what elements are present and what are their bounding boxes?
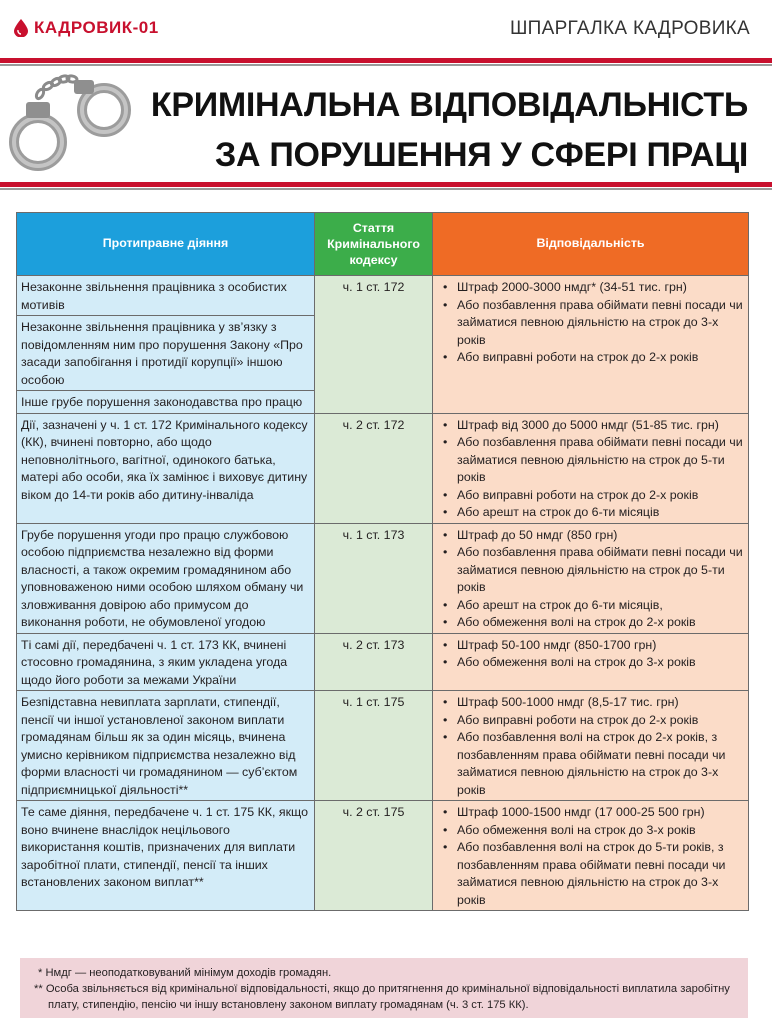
liability-item: • Або арешт на строк до 6-ти місяців, [443, 597, 744, 615]
page-title-line-1: КРИМІНАЛЬНА ВІДПОВІДАЛЬНІСТЬ [150, 86, 748, 124]
liability-item: • Або обмеження волі на строк до 2-х років [443, 614, 744, 632]
table-row [17, 413, 749, 523]
liability-item: • Штраф 2000-3000 нмдг* (34-51 тис. грн) [443, 279, 744, 297]
liability-cell [433, 633, 749, 691]
liability-cell [433, 691, 749, 801]
liability-cell [433, 801, 749, 911]
page-title-line-2: ЗА ПОРУШЕННЯ У СФЕРІ ПРАЦІ [215, 136, 748, 174]
top-right-caption: ШПАРГАЛКА КАДРОВИКА [509, 18, 750, 39]
liability-item: • Або обмеження волі на строк до 3-х років [443, 822, 744, 840]
footnote-1: * Нмдг — неоподатковуваний мінімум доходів громадян. [38, 967, 332, 979]
liability-item: • Або виправні роботи на строк до 2-х років [443, 349, 744, 367]
title-area [0, 66, 772, 182]
handcuffs-icon [8, 72, 136, 178]
logo [14, 18, 159, 38]
liability-cell [433, 276, 749, 414]
table-row [17, 633, 749, 691]
liability-item: • Штраф 1000-1500 нмдг (17 000-25 500 грн) [443, 804, 744, 822]
article-cell: ч. 1 ст. 172 [315, 276, 433, 414]
liability-item: • Штраф 50-100 нмдг (850-1700 грн) [443, 637, 744, 655]
article-cell: ч. 1 ст. 175 [315, 691, 433, 801]
act-cell: Інше грубе порушення законодавства про працю [17, 391, 315, 414]
bottom-divider-red [0, 182, 772, 187]
table-header-row [17, 213, 749, 276]
liability-item: • Або позбавлення волі на строк до 5-ти років, з позбавленням права обіймати певні посади чи займатися певною діяльністю на строк до 3-х років [443, 839, 744, 909]
act-cell: Дії, зазначені у ч. 1 ст. 172 Кримінального кодексу (КК), вчинені повторно, або щодо неповнолітнього, вагітної, одинокого батька, матері або особи, яка їх замінює і виховує дитину віком до 14-ти років або дитину-інваліда [17, 413, 315, 523]
liability-cell [433, 413, 749, 523]
article-cell: ч. 2 ст. 175 [315, 801, 433, 911]
table-row [17, 523, 749, 633]
liability-item: • Або позбавлення права обіймати певні посади чи займатися певною діяльністю на строк до 3-х років [443, 297, 744, 350]
liability-item: • Штраф від 3000 до 5000 нмдг (51-85 тис. грн) [443, 417, 744, 435]
liability-item: • Або виправні роботи на строк до 2-х років [443, 712, 744, 730]
article-cell: ч. 2 ст. 172 [315, 413, 433, 523]
footnotes-box [20, 958, 748, 1018]
header-article: Стаття Кримінального кодексу [315, 213, 433, 276]
act-cell: Безпідставна невиплата зарплати, стипендії, пенсії чи іншої установленої законом виплати громадянам більш як за один місяць, вчинена умисно керівником підприємства незалежно від форми власності чи громадянином — суб’єктом підприємницької діяльності** [17, 691, 315, 801]
article-cell: ч. 1 ст. 173 [315, 523, 433, 633]
page-header [0, 0, 772, 58]
liability-item: • Або виправні роботи на строк до 2-х років [443, 487, 744, 505]
liability-table [16, 212, 749, 911]
act-cell: Ті самі дії, передбачені ч. 1 ст. 173 КК, вчинені стосовно громадянина, з яким укладена угода щодо його роботи за межами України [17, 633, 315, 691]
act-cell: Незаконне звільнення працівника у зв’язку з повідомленням ним про порушення Закону «Про засади запобігання і протидії корупції» іншою особою [17, 316, 315, 391]
liability-item: • Або обмеження волі на строк до 3-х років [443, 654, 744, 672]
footnote-2: ** Особа звільняється від кримінальної відповідальності, якщо до притягнення до кримінальної відповідальності виплатила заробітну плату, стипендію, пенсію чи іншу встановлену законом виплату громадянам (ч. 3 ст. 175 КК). [34, 983, 730, 1011]
act-cell: Те саме діяння, передбачене ч. 1 ст. 175 КК, якщо воно вчинене внаслідок нецільового використання коштів, призначених для виплати заробітної плати, стипендії, пенсії та інших встановлених законом виплат** [17, 801, 315, 911]
table-row [17, 276, 749, 316]
act-cell: Незаконне звільнення працівника з особистих мотивів [17, 276, 315, 316]
table-row [17, 801, 749, 911]
liability-item: • Або позбавлення права обіймати певні посади чи займатися певною діяльністю на строк до 5-ти років [443, 544, 744, 597]
liability-item: • Штраф 500-1000 нмдг (8,5-17 тис. грн) [443, 694, 744, 712]
liability-item: • Або арешт на строк до 6-ти місяців [443, 504, 744, 522]
bottom-divider-gray [0, 188, 772, 190]
liability-cell [433, 523, 749, 633]
top-divider-red [0, 58, 772, 63]
liability-item: • Або позбавлення волі на строк до 2-х років, з позбавленням права обіймати певні посади чи займатися певною діяльністю на строк до 3-х років [443, 729, 744, 799]
act-cell: Грубе порушення угоди про працю службовою особою підприємства незалежно від форми власності, а також окремим громадянином або уповноваженою ними особою шляхом обману чи зловживання довірою або примусом до виконання роботи, не обумовленої угодою [17, 523, 315, 633]
liability-item: • Штраф до 50 нмдг (850 грн) [443, 527, 744, 545]
drop-icon [14, 19, 28, 37]
article-cell: ч. 2 ст. 173 [315, 633, 433, 691]
header-act: Протиправне діяння [17, 213, 315, 276]
table-row [17, 691, 749, 801]
liability-item: • Або позбавлення права обіймати певні посади чи займатися певною діяльністю на строк до 5-ти років [443, 434, 744, 487]
header-liability: Відповідальність [433, 213, 749, 276]
logo-text: КАДРОВИК-01 [34, 18, 159, 37]
